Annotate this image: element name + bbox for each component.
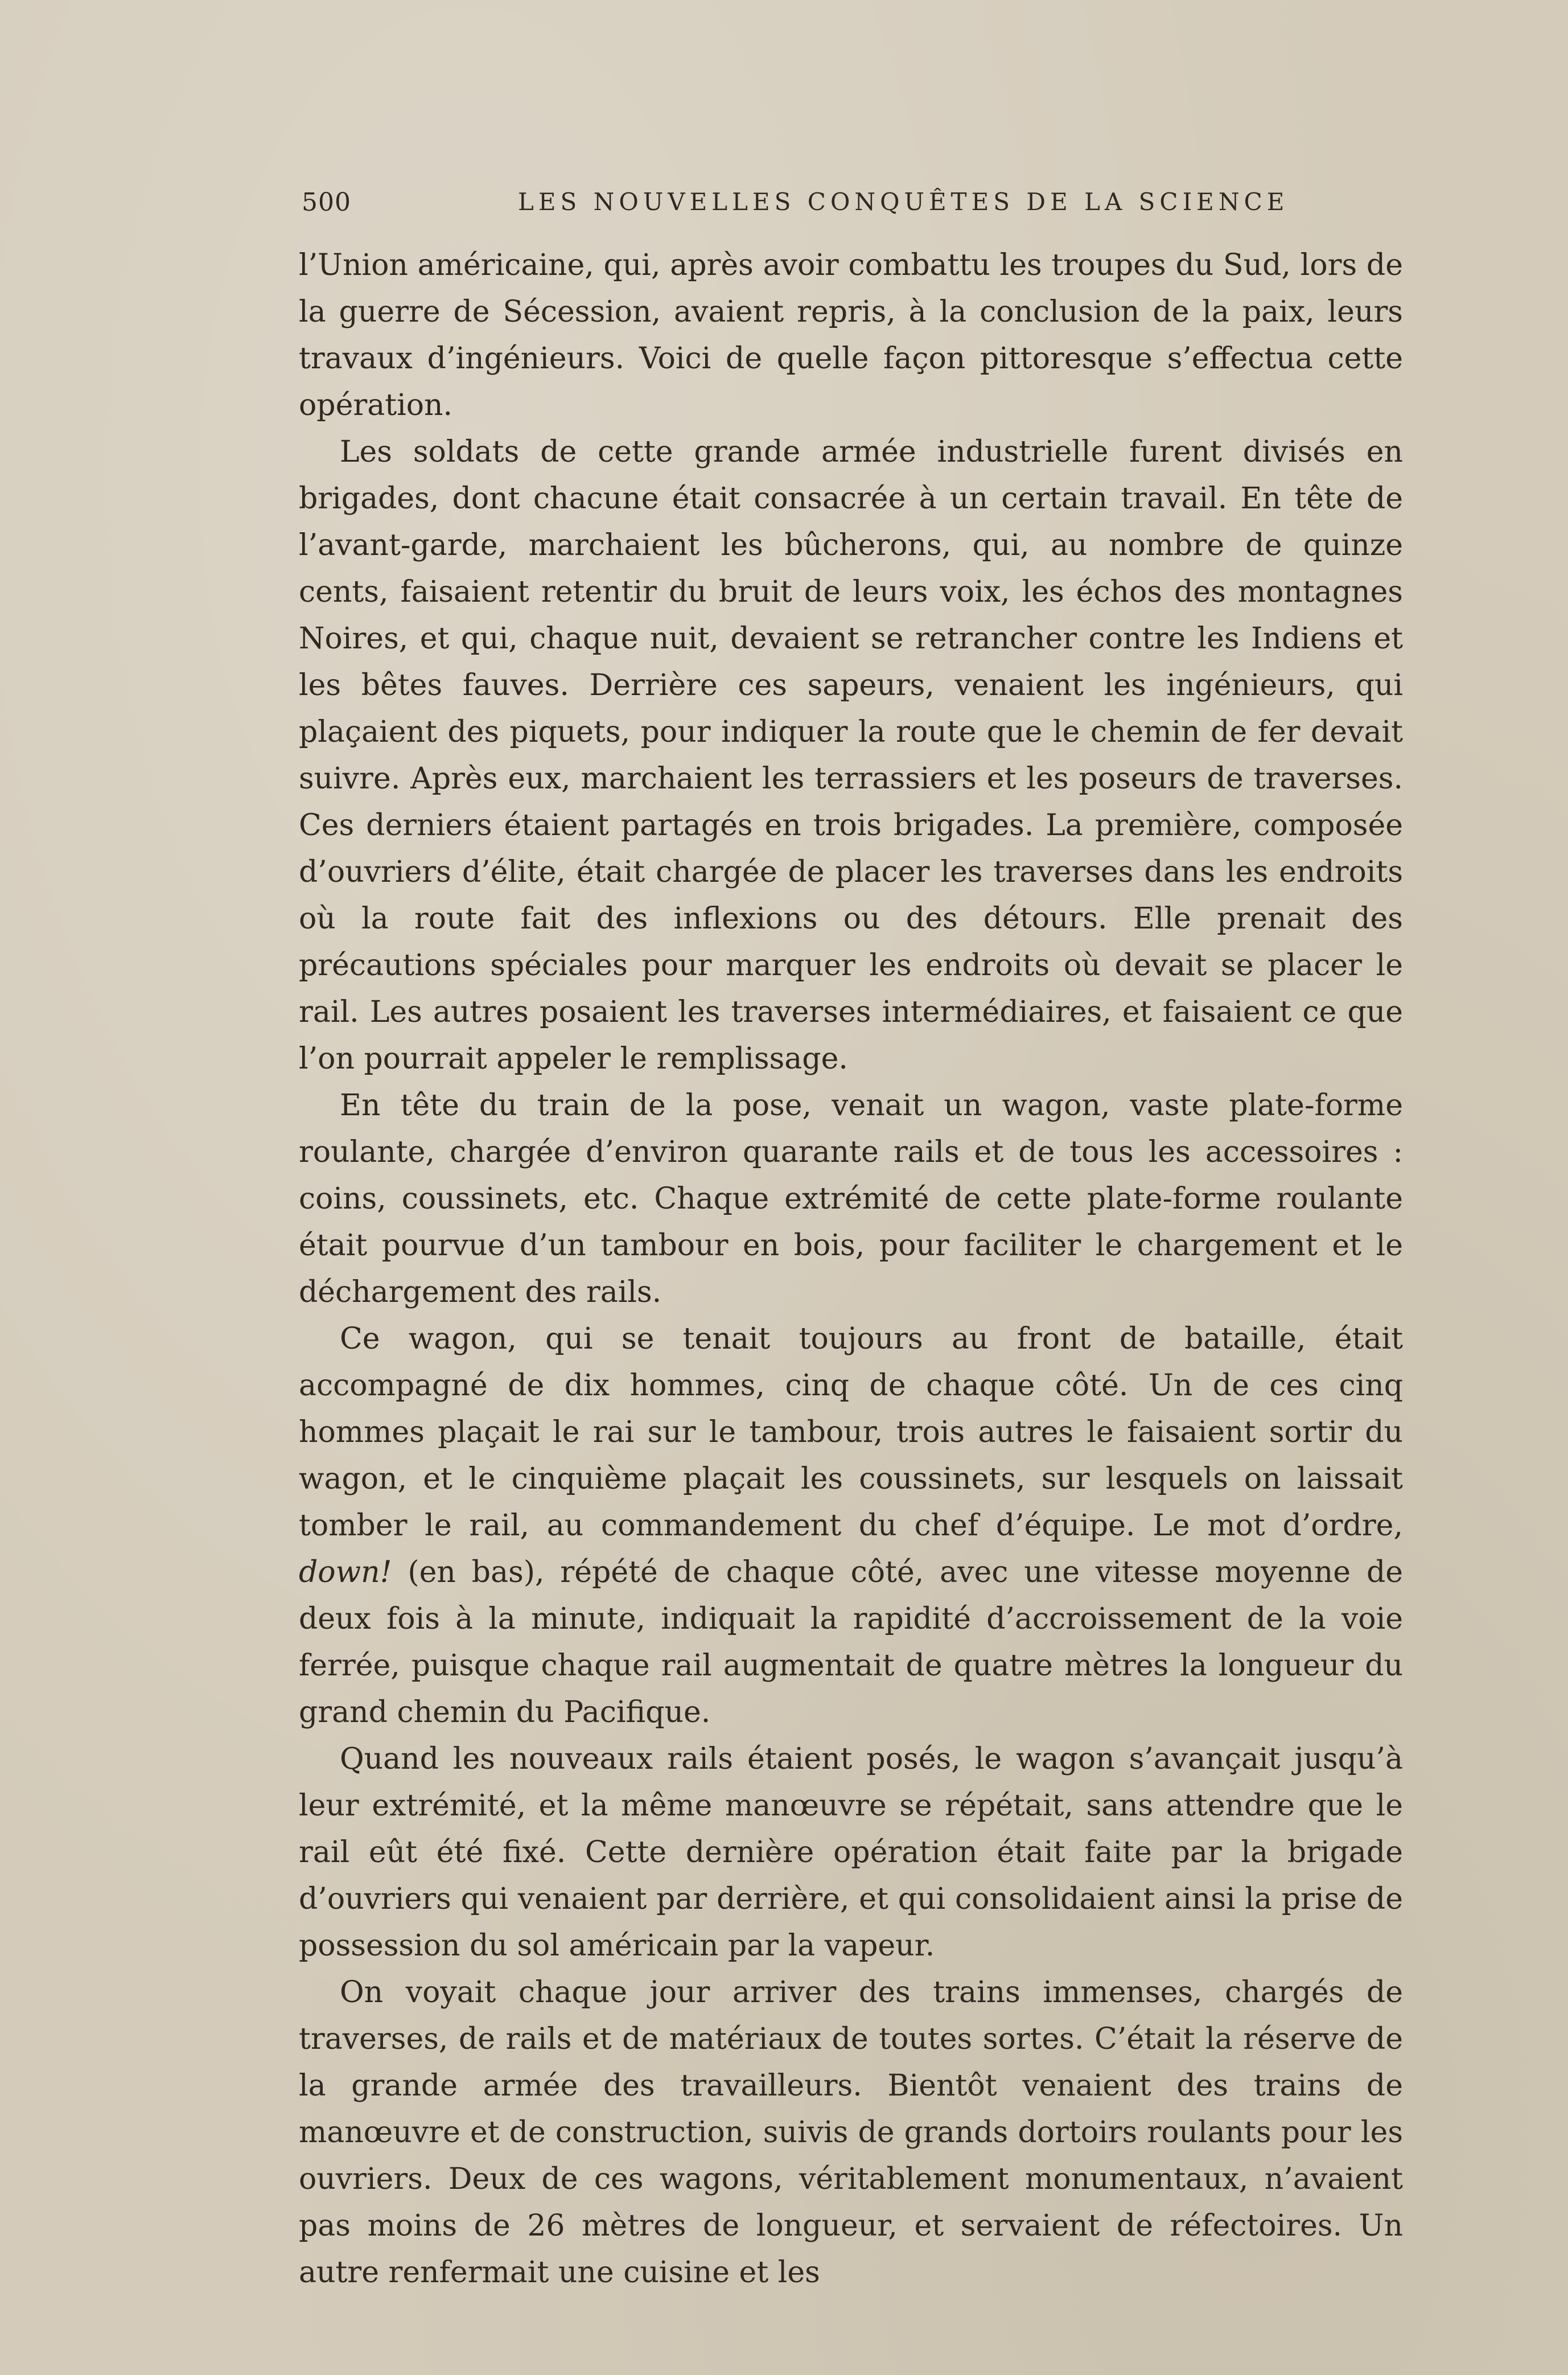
paragraph (299, 1316, 1403, 1736)
paragraph: On voyait chaque jour arriver des trains immenses, chargés de traverses, de rails et de matériaux de toutes sortes. C’était la réserve de la grande armée des travailleurs. Bientôt venaient des trains de manœuvre et de construction, suivis de grands dortoirs roulants pour les ouvriers. Deux de ces wagons, véritablement monumentaux, n’avaient pas moins de 26 mètres de longueur, et servaient de réfectoires. Un autre renfermait une cuisine et les (299, 1975, 1403, 2290)
paragraph: l’Union américaine, qui, après avoir combattu les troupes du Sud, lors de la guerre de Sécession, avaient repris, à la conclusion de la paix, leurs travaux d’ingénieurs. Voici de quelle façon pittoresque s’effectua cette opération. (299, 248, 1403, 422)
body-text (299, 242, 1403, 2296)
page-header (302, 188, 1406, 233)
running-title: LES NOUVELLES CONQUÊTES DE LA SCIENCE (518, 188, 1289, 216)
paragraph: Quand les nouveaux rails étaient posés, le wagon s’avançait jusqu’à leur extrémité, et la même manœuvre se répétait, sans attendre que le rail eût été fixé. Cette dernière opération était faite par la brigade d’ouvriers qui venaient par derrière, et qui consolidaient ainsi la prise de possession du sol américain par la vapeur. (299, 1742, 1403, 1963)
emphasized-word: down! (299, 1555, 392, 1589)
paragraph: Les soldats de cette grande armée industrielle furent divisés en brigades, dont chacune était consacrée à un certain travail. En tête de l’avant-garde, marchaient les bûcherons, qui, au nombre de quinze cents, faisaient retentir du bruit de leurs voix, les échos des montagnes Noires, et qui, chaque nuit, devaient se retrancher contre les Indiens et les bêtes fauves. Derrière ces sapeurs, venaient les ingénieurs, qui plaçaient des piquets, pour indiquer la route que le chemin de fer devait suivre. Après eux, marchaient les terrassiers et les poseurs de traverses. Ces derniers étaient partagés en trois brigades. La première, composée d’ouvriers d’élite, était chargée de placer les traverses dans les endroits où la route fait des inflexions ou des détours. Elle prenait des précautions spéciales pour marquer les endroits où devait se placer le rail. Les autres posaient les traverses intermédiaires, et faisaient ce que l’on pourrait appeler le remplissage. (299, 435, 1403, 1076)
paragraph-text: (en bas), répété de chaque côté, avec une vitesse moyenne de deux fois à la minute, indiquait la rapidité d’accroissement de la voie ferrée, puisque chaque rail augmentait de quatre mètres la longueur du grand chemin du Pacifique. (299, 1555, 1403, 1729)
page-number: 500 (302, 188, 351, 217)
paragraph: En tête du train de la pose, venait un wagon, vaste plate-forme roulante, chargée d’environ quarante rails et de tous les accessoires : coins, coussinets, etc. Chaque extrémité de cette plate-forme roulante était pourvue d’un tambour en bois, pour faciliter le chargement et le déchargement des rails. (299, 1088, 1403, 1309)
paragraph-text: Ce wagon, qui se tenait toujours au front de bataille, était accompagné de dix hommes, cinq de chaque côté. Un de ces cinq hommes plaçait le rai sur le tambour, trois autres le faisaient sortir du wagon, et le cinquième plaçait les coussinets, sur lesquels on laissait tomber le rail, au commandement du chef d’équipe. Le mot d’ordre, (299, 1322, 1403, 1543)
